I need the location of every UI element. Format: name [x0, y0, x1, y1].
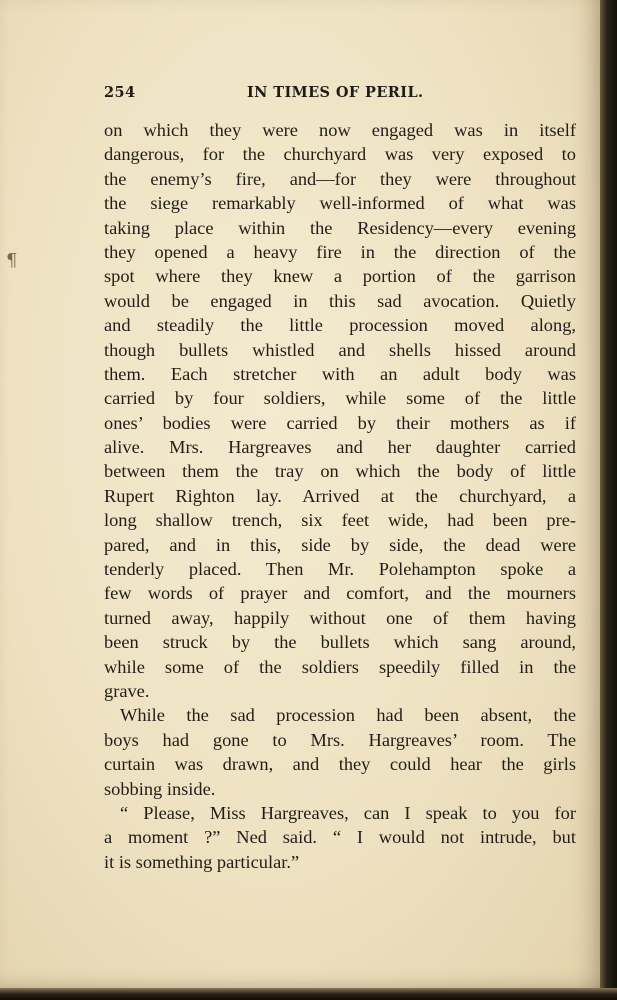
text-line: curtain was drawn, and they could hear the girls — [104, 754, 576, 775]
text-line: alive. Mrs. Hargreaves and her daughter carried — [104, 437, 576, 458]
text-line: though bullets whistled and shells hissed around — [104, 339, 576, 360]
text-line: few words of prayer and comfort, and the mourners — [104, 583, 576, 604]
page-number: 254 — [104, 84, 136, 101]
text-line: they opened a heavy fire in the direction of the — [104, 241, 576, 262]
text-line: tenderly placed. Then Mr. Polehampton spoke a — [104, 559, 576, 580]
body-text — [104, 118, 576, 874]
text-line: them. Each stretcher with an adult body was — [104, 363, 576, 384]
text-line: sobbing inside. — [104, 778, 216, 799]
text-line: boys had gone to Mrs. Hargreaves’ room. The — [104, 729, 576, 750]
text-line: ones’ bodies were carried by their mothers as if — [104, 412, 576, 433]
text-line: the enemy’s fire, and—for they were throughout — [104, 168, 576, 189]
text-line: dangerous, for the churchyard was very exposed to — [104, 144, 576, 165]
text-line: While the sad procession had been absent, the — [120, 705, 576, 726]
text-line: taking place within the Residency—every evening — [104, 217, 576, 238]
gutter-paragraph-mark: ¶ — [6, 250, 18, 271]
text-line: and steadily the little procession moved along, — [104, 315, 576, 336]
text-line: on which they were now engaged was in itself — [104, 120, 576, 140]
book-edge-right — [600, 0, 617, 1000]
text-line: spot where they knew a portion of the garrison — [104, 266, 576, 287]
text-line: a moment ?” Ned said. “ I would not intrude, but — [104, 827, 576, 848]
text-line: pared, and in this, side by side, the dead were — [104, 534, 576, 555]
text-line: it is something particular.” — [104, 851, 300, 872]
text-line: turned away, happily without one of them having — [104, 607, 576, 628]
text-line: while some of the soldiers speedily filled in the — [104, 656, 576, 677]
text-line: grave. — [104, 680, 150, 701]
book-edge-bottom — [0, 988, 617, 1000]
text-line: the siege remarkably well-informed of what was — [104, 193, 576, 214]
page-header — [104, 84, 574, 108]
text-line: long shallow trench, six feet wide, had been pre- — [104, 510, 576, 531]
text-line: between them the tray on which the body of little — [104, 461, 576, 482]
text-line: carried by four soldiers, while some of the little — [104, 388, 576, 409]
running-title: IN TIMES OF PERIL. — [247, 84, 424, 101]
text-line: Rupert Righton lay. Arrived at the churchyard, a — [104, 485, 576, 506]
text-line: “ Please, Miss Hargreaves, can I speak to you for — [120, 802, 576, 823]
text-line: been struck by the bullets which sang around, — [104, 632, 576, 653]
text-line: would be engaged in this sad avocation. Quietly — [104, 290, 576, 311]
